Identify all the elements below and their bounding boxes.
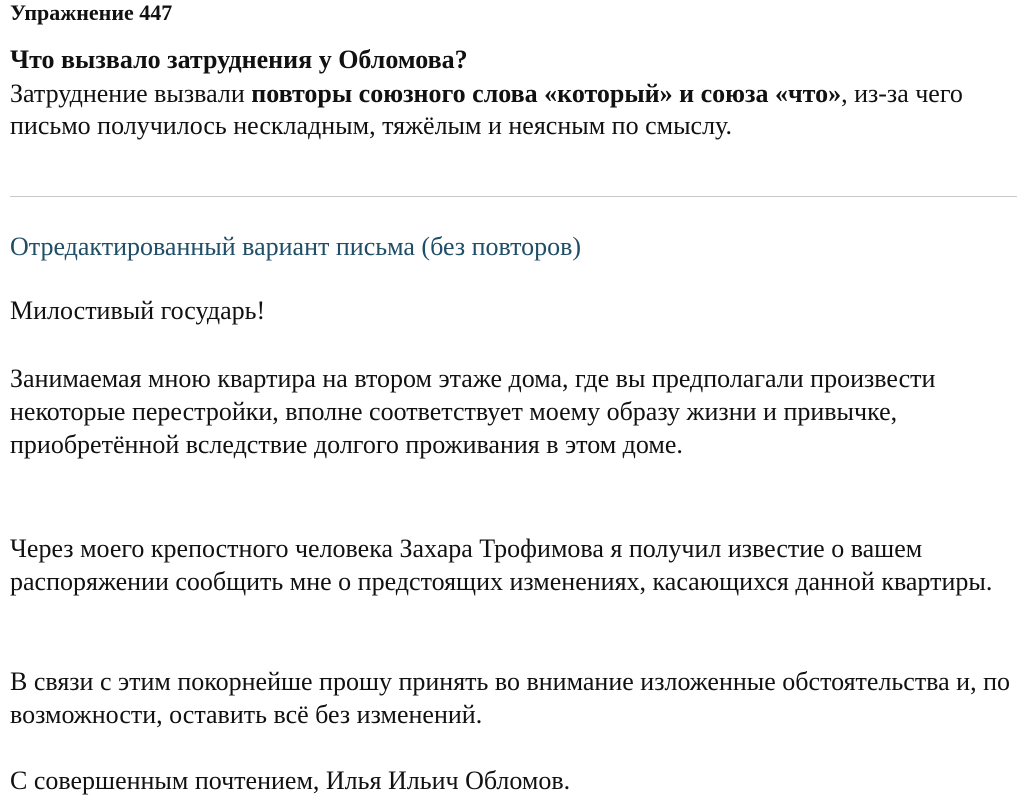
answer-text [10, 78, 1011, 142]
letter-paragraph-2: Через моего крепостного человека Захара Трофимова я получил известие о вашем распоряжении сообщить мне о предстоящих изменениях, касающихся данной квартиры. [10, 534, 993, 596]
divider [10, 196, 1017, 197]
letter-signature: С совершенным почтением, Илья Ильич Обломов. [10, 766, 571, 795]
letter-paragraph-1: Занимаемая мною квартира на втором этаже дома, где вы предполагали произвести некоторые перестройки, вполне соответствует моему образу жизни и привычке, приобретённой вследствие долгого проживания в этом доме. [10, 364, 936, 459]
edited-letter-heading: Отредактированный вариант письма (без повторов) [10, 232, 582, 261]
letter-greeting: Милостивый государь! [10, 296, 266, 325]
question-heading: Что вызвало затруднения у Обломова? [10, 45, 468, 74]
answer-part1: Затруднение вызвали [10, 79, 252, 108]
answer-bold: повторы союзного слова «который» и союза «что» [251, 79, 842, 108]
exercise-title: Упражнение 447 [10, 0, 173, 25]
letter-paragraph-3: В связи с этим покорнейше прошу принять во внимание изложенные обстоятельства и, по возможности, оставить всё без изменений. [10, 667, 1010, 729]
answer-part2: , из-за чего письмо получилось нескладным, тяжёлым и неясным по смыслу. [10, 79, 963, 140]
